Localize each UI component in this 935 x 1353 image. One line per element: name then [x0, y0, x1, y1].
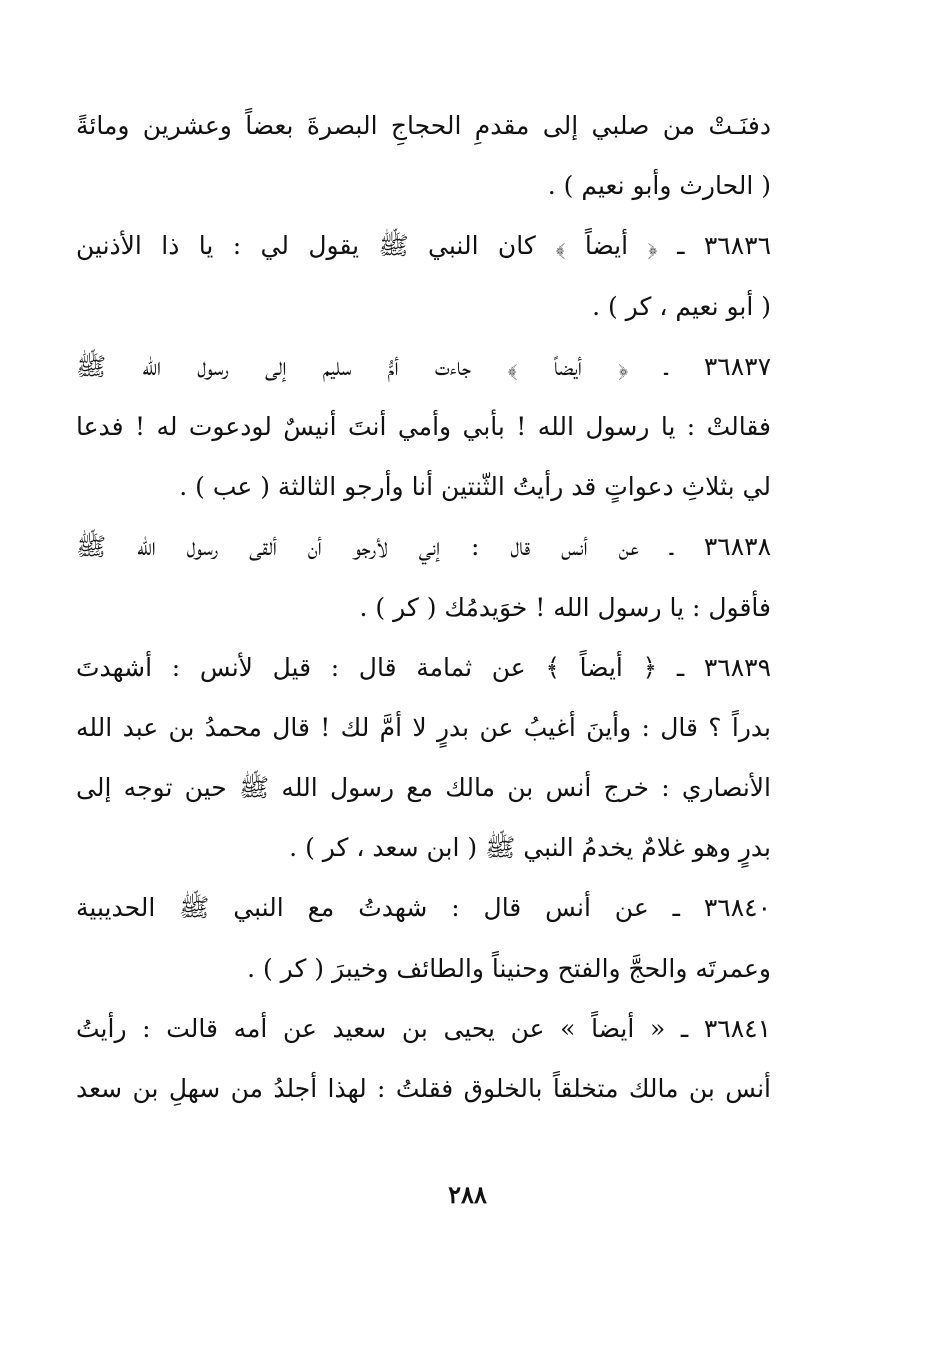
hadith-entry-36837: ٣٦٨٣٧ ـ ﴿ أيضاً ﴾ جاءت أمُّ سليم إلى رسول الله ﷺ — [76, 351, 771, 381]
text-line: ( الحارث وأبو نعيم ) . — [547, 171, 771, 201]
hadith-entry-36839: ٣٦٨٣٩ ـ ﴿ أيضاً ﴾ عن ثمامة قال : قيل لأنس : أشهدتَ — [76, 652, 771, 682]
text-line: وعمرتَه والحجَّ والفتح وحنيناً والطائف وخيبرَ ( كر ) . — [247, 953, 771, 983]
text-line: ( أبو نعيم ، كر ) . — [592, 291, 771, 321]
text-line: دفنَـتْ من صلبي إلى مقدمِ الحجاجِ البصرةَ بعضاً وعشرين ومائةً — [76, 111, 771, 140]
page-body-text — [76, 96, 771, 1119]
hadith-entry-36841: ٣٦٨٤١ ـ « أيضاً » عن يحيى بن سعيد عن أمه قالت : رأيتُ — [76, 1013, 771, 1043]
page-number: ٢٨٨ — [448, 1180, 487, 1209]
text-line: فقالتْ : يا رسول الله ! بأبي وأمي أنتَ أنيسٌ لودعوت له ! فدعا — [76, 411, 771, 441]
text-line: لي بثلاثِ دعواتٍ قد رأيتُ الثّنتين أنا وأرجو الثالثة ( عب ) . — [179, 472, 771, 502]
hadith-entry-36838: ٣٦٨٣٨ ـ عن أنس قال : إني لأرجو أن ألقى رسول الله ﷺ — [76, 532, 771, 562]
text-line: أنس بن مالك متخلقاً بالخلوق فقلتُ : لهذا أجلدُ من سهلِ بن سعد — [76, 1074, 771, 1103]
text-line: فأقول : يا رسول الله ! خوَيدمُك ( كر ) . — [359, 592, 771, 622]
text-line: الأنصاري : خرج أنس بن مالك مع رسول الله ﷺ حين توجه إلى — [76, 773, 771, 803]
hadith-entry-36836: ٣٦٨٣٦ ـ ﴿ أيضاً ﴾ كان النبي ﷺ يقول لي : يا ذا الأذنين — [76, 231, 771, 261]
text-line: بدرٍ وهو غلامٌ يخدمُ النبي ﷺ ( ابن سعد ، كر ) . — [289, 833, 771, 863]
hadith-entry-36840: ٣٦٨٤٠ ـ عن أنس قال : شهدتُ مع النبي ﷺ الحديبية — [76, 893, 771, 923]
text-line: بدراً ؟ قال : وأينَ أغيبُ عن بدرٍ لا أمَّ لك ! قال محمدُ بن عبد الله — [76, 712, 771, 742]
